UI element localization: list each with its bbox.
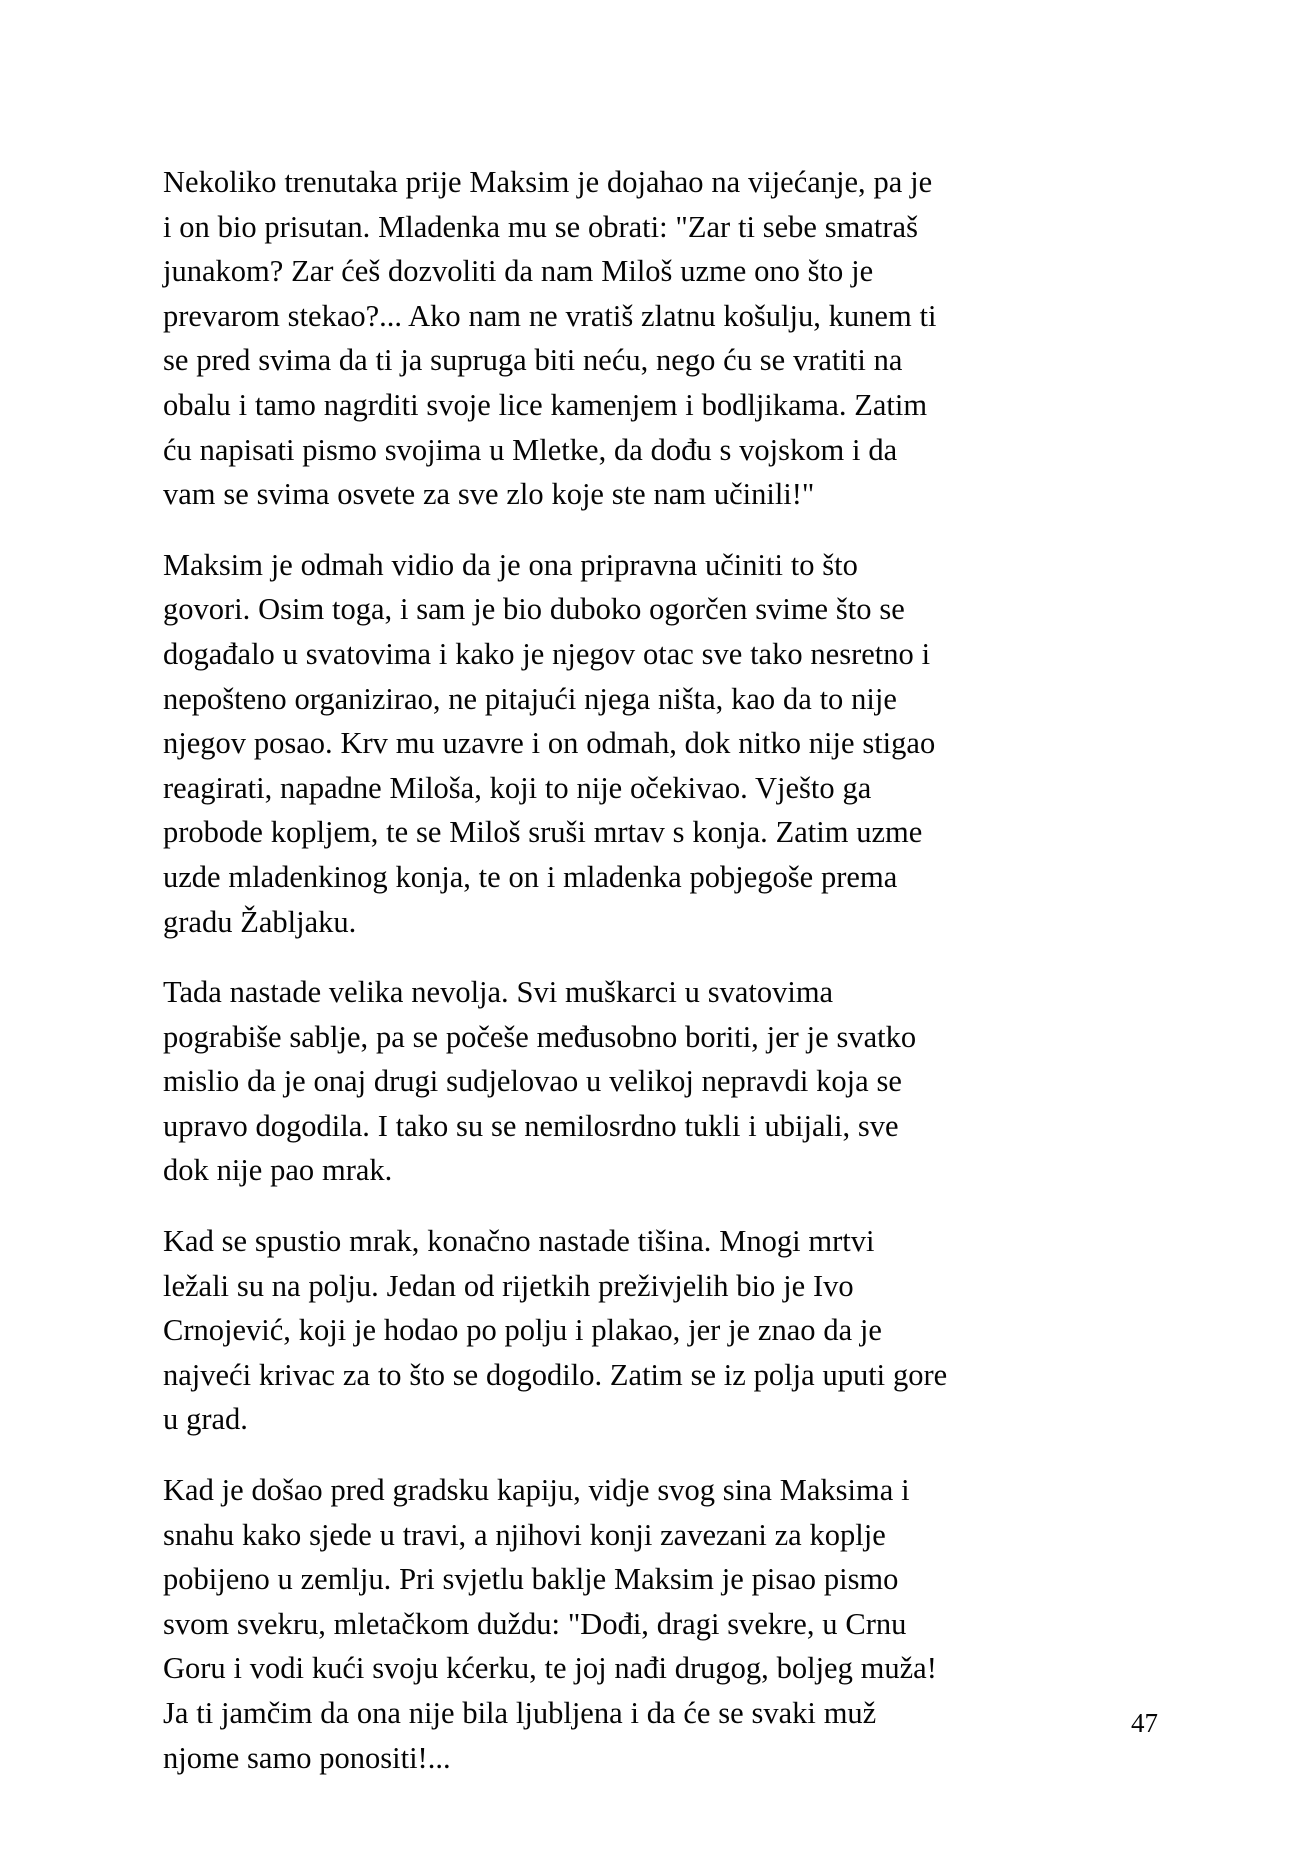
page-number: 47	[1131, 1708, 1158, 1738]
paragraph-4: Kad se spustio mrak, konačno nastade tišina. Mnogi mrtvi ležali su na polju. Jedan od rijetkih preživjelih bio je Ivo Crnojević, koji je hodao po polju i plakao, jer je znao da je najveći krivac za to što se dogodilo. Zatim se iz polja uputi gore u grad.	[163, 1224, 948, 1437]
paragraph-1: Nekoliko trenutaka prije Maksim je dojahao na vijećanje, pa je i on bio prisutan. Mladenka mu se obrati: "Zar ti sebe smatraš junakom? Zar ćeš dozvoliti da nam Miloš uzme ono što je prevarom stekao?... Ako nam ne vratiš zlatnu košulju, kunem ti se pred svima da ti ja supruga biti neću, nego ću se vratiti na obalu i tamo nagrditi svoje lice kamenjem i bodljikama. Zatim ću napisati pismo svojima u Mletke, da dođu s vojskom i da vam se svima osvete za sve zlo koje ste nam učinili!"	[163, 165, 937, 512]
paragraph-3: Tada nastade velika nevolja. Svi muškarci u svatovima pograbiše sablje, pa se počeše međusobno boriti, jer je svatko mislio da je onaj drugi sudjelovao u velikoj nepravdi koja se upravo dogodila. I tako su se nemilosrdno tukli i ubijali, sve dok nije pao mrak.	[163, 975, 917, 1188]
paragraph-2: Maksim je odmah vidio da je ona pripravna učiniti to što govori. Osim toga, i sam je bio duboko ogorčen svime što se događalo u svatovima i kako je njegov otac sve tako nesretno i nepošteno organizirao, ne pitajući njega ništa, kao da to nije njegov posao. Krv mu uzavre i on odmah, dok nitko nije stigao reagirati, napadne Miloša, koji to nije očekivao. Vješto ga probode kopljem, te se Miloš sruši mrtav s konja. Zatim uzme uzde mladenkinog konja, te on i mladenka pobjegoše prema gradu Žabljaku.	[163, 547, 936, 939]
body-text-column	[163, 160, 948, 1780]
paragraph-5: Kad je došao pred gradsku kapiju, vidje svog sina Maksima i snahu kako sjede u travi, a njihovi konji zavezani za koplje pobijeno u zemlju. Pri svjetlu baklje Maksim je pisao pismo svom svekru, mletačkom duždu: "Dođi, dragi svekre, u Crnu Goru i vodi kući svoju kćerku, te joj nađi drugog, boljeg muža! Ja ti jamčim da ona nije bila ljubljena i da će se svaki muž njome samo ponositi!...	[163, 1473, 937, 1775]
